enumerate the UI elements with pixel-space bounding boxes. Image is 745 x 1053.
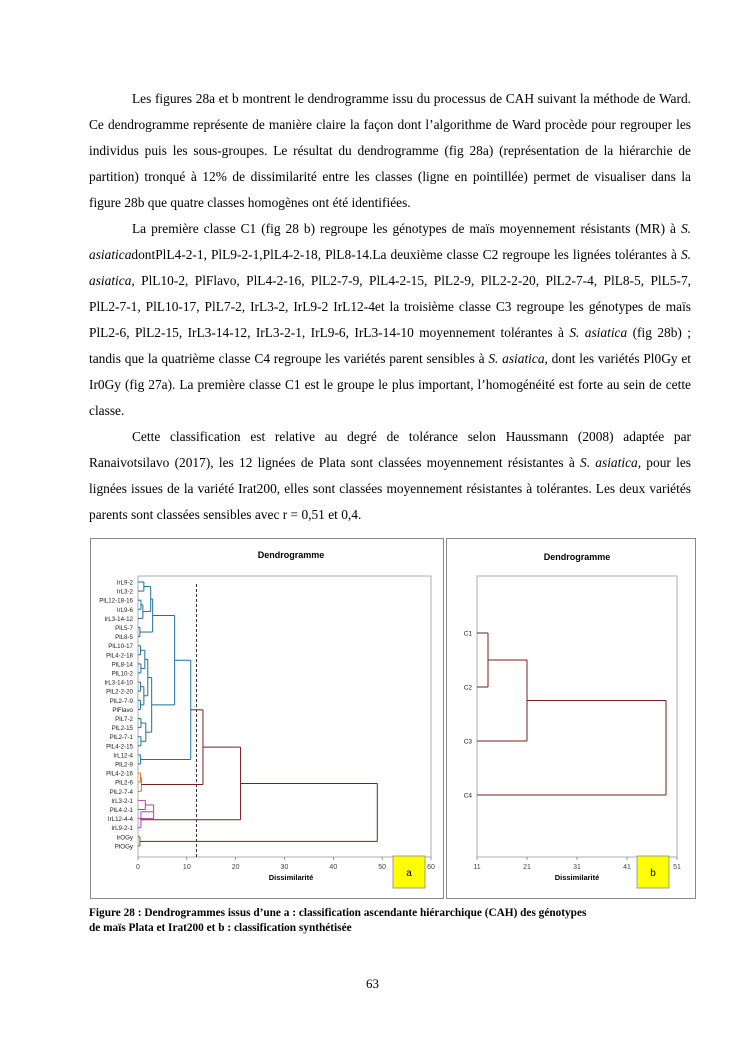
text-run: pour les lignées issues de la variété Irat200, elles sont classées moyennement résistantes à tolérantes. Les deux variétés parents sont classées sensibles avec r = 0,51 et 0,4.	[89, 455, 691, 522]
x-tick-label: 41	[623, 864, 631, 871]
leaf-label: IrL9-6	[116, 606, 133, 614]
x-tick-label: 51	[673, 864, 681, 871]
leaf-label: C4	[463, 792, 472, 800]
paragraph	[89, 86, 691, 216]
leaf-label: IrOGy	[116, 834, 133, 842]
leaf-label: IrL3-14-10	[104, 679, 133, 687]
figure-28a-panel	[90, 538, 444, 899]
text-run: (fig 28b) ; tandis que la quatrième classe C4 regroupe les variétés parent sensibles à	[89, 325, 691, 366]
italic-species-name: S. asiatica	[569, 325, 628, 340]
x-tick-label: 20	[231, 864, 240, 871]
x-tick-label: 31	[573, 864, 581, 871]
leaf-label: PlL10-2	[111, 670, 133, 678]
x-tick-label: 60	[427, 864, 435, 871]
leaf-label: IrL9-2	[116, 579, 133, 587]
italic-species-name: S. asiatica,	[580, 455, 642, 470]
leaf-label: PlL10-17	[108, 643, 133, 651]
x-tick-label: 11	[473, 864, 481, 871]
plot-area-frame	[138, 576, 431, 857]
text-run: , PlL10-2, PlFlavo, PlL4-2-16, PlL2-7-9, PlL4-2-15, PlL2-9, PlL2-2-20, PlL2-7-4, PlL8-5, PlL5-7, PlL2-7-1, PlL10-17, PlL7-2, IrL3-2, IrL9-2 IrL12-4et la troisième classe C3 regroupe les génotypes de maïs PlL2-6, PlL2-15, IrL3-14-12, IrL3-2-1, IrL9-6, IrL3-14-10 moyennement tolérantes à	[89, 273, 691, 340]
leaf-label: PlL5-7	[115, 625, 133, 632]
paragraph	[89, 424, 691, 528]
body-text	[89, 86, 691, 528]
leaf-label: C1	[463, 630, 472, 638]
leaf-label: PlOGy	[114, 843, 133, 851]
leaf-label: PlL2-2-20	[106, 688, 133, 696]
x-tick-label: 21	[523, 864, 531, 871]
dendrogram-a	[91, 539, 443, 898]
leaf-label: IrL12-4	[113, 752, 133, 760]
leaf-label: PlL4-2-18	[106, 652, 133, 660]
text-run: dontPlL4-2-1, PlL9-2-1,PlL4-2-18, PlL8-14.La deuxième classe C2 regroupe les lignées tolérantes à	[131, 247, 681, 262]
text-run: Les figures 28a et b montrent le dendrogramme issu du processus de CAH suivant la méthode de Ward. Ce dendrogramme représente de manière claire la façon dont l’algorithme de Ward procède pour regrouper les individus puis les sous-groupes. Le résultat du dendrogramme (fig 28a) (représentation de la hiérarchie de partition) tronqué à 12% de dissimilarité entre les classes (ligne en pointillée) permet de visualiser dans la figure 28b que quatre classes homogènes ont été identifiées.	[89, 91, 691, 210]
italic-species-name: S. asiatica	[89, 247, 691, 288]
caption-line-1: Figure 28 : Dendrogrammes issus d’une a : classification ascendante hiérarchique (CAH) des génotypes	[89, 907, 587, 919]
x-tick-label: 50	[378, 864, 387, 871]
x-tick-label: 0	[136, 864, 140, 871]
leaf-label: PlFlavo	[112, 706, 133, 714]
plot-area-frame	[477, 576, 677, 857]
leaf-label: IrL3-2	[116, 588, 133, 596]
italic-species-name: S. asiatica	[89, 221, 691, 262]
panel-label: a	[406, 868, 412, 879]
leaf-label: PlL2-7-4	[109, 788, 133, 796]
page-number: 63	[366, 976, 379, 991]
leaf-label: PlL4-2-16	[106, 770, 133, 778]
leaf-label: PlL8-5	[115, 634, 133, 642]
caption-line-2: de maïs Plata et Irat200 et b : classification synthétisée	[89, 922, 352, 934]
x-axis-label: Dissimilarité	[268, 873, 314, 882]
leaf-label: IrL9-2-1	[111, 825, 133, 833]
x-tick-label: 10	[182, 864, 191, 871]
chart-title: Dendrogramme	[257, 550, 325, 560]
dendrogram-b	[447, 539, 695, 898]
leaf-label: IrL12-4-4	[107, 816, 133, 824]
leaf-label: PlL2-6	[115, 779, 133, 787]
leaf-label: PlL2-7-9	[109, 697, 133, 705]
leaf-label: IrL3-2-1	[111, 797, 133, 805]
x-tick-label: 30	[280, 864, 289, 871]
figure-caption	[89, 906, 689, 936]
leaf-label: C3	[463, 738, 472, 746]
chart-title: Dendrogramme	[543, 552, 611, 562]
leaf-label: IrL3-14-12	[104, 615, 133, 623]
paragraph	[89, 216, 691, 424]
leaf-label: PlL4-2-1	[109, 807, 133, 814]
leaf-label: PlL12-18-16	[99, 597, 133, 605]
figure-28b-panel	[446, 538, 696, 899]
leaf-label: PlL4-2-15	[106, 743, 133, 751]
leaf-label: PlL2-15	[111, 725, 133, 733]
text-run: Cette classification est relative au degré de tolérance selon Haussmann (2008) adaptée par Ranaivotsilavo (2017), les 12 lignées de Plata sont classées moyennement résistantes à	[89, 429, 691, 470]
leaf-label: PlL2-9	[115, 761, 133, 769]
text-run: La première classe C1 (fig 28 b) regroupe les génotypes de maïs moyennement résistants (MR) à	[132, 221, 681, 236]
leaf-label: C2	[463, 684, 472, 692]
leaf-label: PlL2-7-1	[109, 734, 133, 742]
text-run: , dont les variétés Pl0Gy et Ir0Gy (fig 27a). La première classe C1 est le groupe le plus important, l’homogénéité est forte au sein de cette classe.	[89, 351, 691, 418]
panel-label: b	[650, 868, 656, 879]
italic-species-name: S. asiatica	[488, 351, 545, 366]
x-axis-label: Dissimilarité	[554, 873, 600, 882]
leaf-label: PlL7-2	[115, 716, 133, 723]
x-tick-label: 40	[329, 864, 338, 871]
leaf-label: PlL8-14	[111, 661, 133, 669]
